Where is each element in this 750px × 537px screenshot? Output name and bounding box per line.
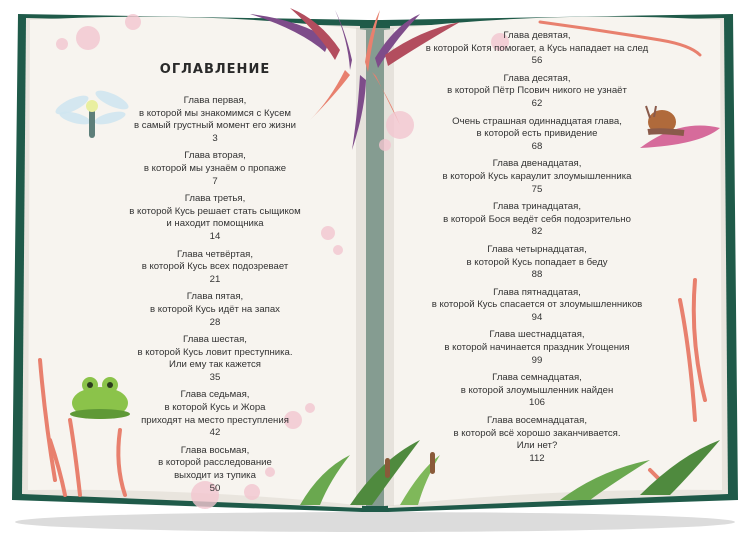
chapter-subtitle: в которой мы узнаём о пропаже bbox=[143, 162, 287, 174]
toc-entry bbox=[412, 329, 662, 367]
page-number: 21 bbox=[209, 273, 221, 285]
page-number: 28 bbox=[209, 316, 221, 328]
toc-entry bbox=[120, 95, 310, 145]
chapter-title: Глава четвёртая, bbox=[176, 248, 254, 260]
chapter-title: Глава шестнадцатая, bbox=[489, 329, 585, 341]
chapter-title: Глава вторая, bbox=[184, 150, 246, 162]
chapter-subtitle: в которой Кусь спасается от злоумышленников bbox=[431, 299, 643, 311]
toc-entry bbox=[412, 73, 662, 111]
toc-entry bbox=[412, 116, 662, 154]
toc-entry bbox=[120, 389, 310, 439]
chapter-subtitle: в которой Котя помогает, а Кусь нападает на след bbox=[425, 42, 649, 54]
chapter-title: Глава девятая, bbox=[503, 30, 571, 41]
toc-entry bbox=[120, 334, 310, 384]
chapter-title: Очень страшная одиннадцатая глава, bbox=[452, 115, 622, 127]
book-shadow bbox=[15, 512, 735, 532]
chapter-subtitle: в самый грустный момент его жизни bbox=[134, 120, 296, 132]
chapter-subtitle: в которой Кусь попадает в беду bbox=[466, 256, 608, 268]
page-number: 62 bbox=[531, 97, 543, 109]
chapter-title: Глава пятнадцатая, bbox=[493, 286, 581, 298]
toc-entry bbox=[412, 372, 662, 410]
chapter-title: Глава пятая, bbox=[186, 291, 244, 303]
chapter-title: Глава восемнадцатая, bbox=[487, 415, 587, 427]
chapter-title: Глава седьмая, bbox=[180, 389, 250, 401]
chapter-subtitle: Или ему так кажется bbox=[169, 359, 261, 371]
toc-right-page bbox=[412, 30, 662, 470]
chapter-title: Глава восьмая, bbox=[180, 444, 250, 456]
chapter-title: Глава третья, bbox=[184, 193, 246, 205]
page-number: 35 bbox=[209, 371, 221, 383]
chapter-subtitle: Или нет? bbox=[516, 440, 558, 452]
page-number: 50 bbox=[209, 482, 221, 494]
chapter-subtitle: в которой Кусь решает стать сыщиком bbox=[129, 205, 301, 217]
page-number: 88 bbox=[531, 269, 543, 281]
chapter-title: Глава шестая, bbox=[183, 334, 247, 346]
chapter-subtitle: в которой есть привидение bbox=[476, 128, 598, 140]
toc-entry bbox=[120, 150, 310, 188]
toc-left-page bbox=[120, 95, 310, 500]
toc-entry bbox=[412, 244, 662, 282]
toc-entry bbox=[120, 193, 310, 243]
chapter-title: Глава четырнадцатая, bbox=[487, 243, 587, 255]
chapter-subtitle: в которой расследование bbox=[158, 457, 272, 469]
chapter-title: Глава тринадцатая, bbox=[492, 201, 581, 213]
toc-title: ОГЛАВЛЕНИЕ bbox=[159, 62, 271, 77]
toc-entry bbox=[120, 445, 310, 495]
chapter-subtitle: в которой злоумышленник найден bbox=[460, 384, 614, 396]
page-number: 112 bbox=[529, 452, 545, 464]
page-number: 56 bbox=[531, 55, 543, 67]
chapter-title: Глава десятая, bbox=[503, 72, 571, 84]
chapter-title: Глава семнадцатая, bbox=[492, 372, 582, 384]
chapter-subtitle: в которой начинается праздник Угощения bbox=[444, 342, 630, 354]
chapter-subtitle: в которой Бося ведёт себя подозрительно bbox=[443, 213, 631, 225]
page-number: 14 bbox=[209, 230, 221, 242]
page-number: 3 bbox=[212, 132, 218, 144]
chapter-subtitle: в которой Кусь ловит преступника. bbox=[137, 346, 293, 358]
chapter-subtitle: в которой Пётр Псович никого не узнаёт bbox=[447, 85, 627, 97]
toc-entry bbox=[412, 158, 662, 196]
toc-entry bbox=[412, 287, 662, 325]
page-number: 68 bbox=[531, 140, 543, 152]
toc-entry bbox=[120, 249, 310, 287]
chapter-subtitle: и находит помощника bbox=[166, 218, 264, 230]
toc-entry bbox=[412, 201, 662, 239]
page-number: 42 bbox=[209, 427, 221, 439]
chapter-subtitle: в которой Кусь идёт на запах bbox=[150, 303, 280, 315]
chapter-subtitle: приходят на место преступления bbox=[141, 414, 289, 426]
chapter-subtitle: в которой Кусь и Жора bbox=[164, 402, 266, 414]
page-number: 94 bbox=[531, 311, 543, 323]
chapter-subtitle: выходит из тупика bbox=[174, 470, 256, 482]
toc-entry bbox=[120, 291, 310, 329]
toc-entry bbox=[412, 415, 662, 465]
page-number: 75 bbox=[531, 183, 543, 195]
toc-entry bbox=[412, 30, 662, 68]
chapter-subtitle: в которой всё хорошо заканчивается. bbox=[453, 427, 621, 439]
page-number: 7 bbox=[212, 175, 218, 187]
page-number: 99 bbox=[531, 354, 543, 366]
chapter-subtitle: в которой Кусь караулит злоумышленника bbox=[442, 170, 632, 182]
page-number: 82 bbox=[531, 226, 543, 238]
chapter-subtitle: в которой мы знакомимся с Кусем bbox=[138, 107, 291, 119]
chapter-title: Глава первая, bbox=[183, 95, 247, 106]
chapter-title: Глава двенадцатая, bbox=[492, 158, 582, 170]
chapter-subtitle: в которой Кусь всех подозревает bbox=[141, 261, 289, 273]
page-number: 106 bbox=[528, 397, 545, 409]
